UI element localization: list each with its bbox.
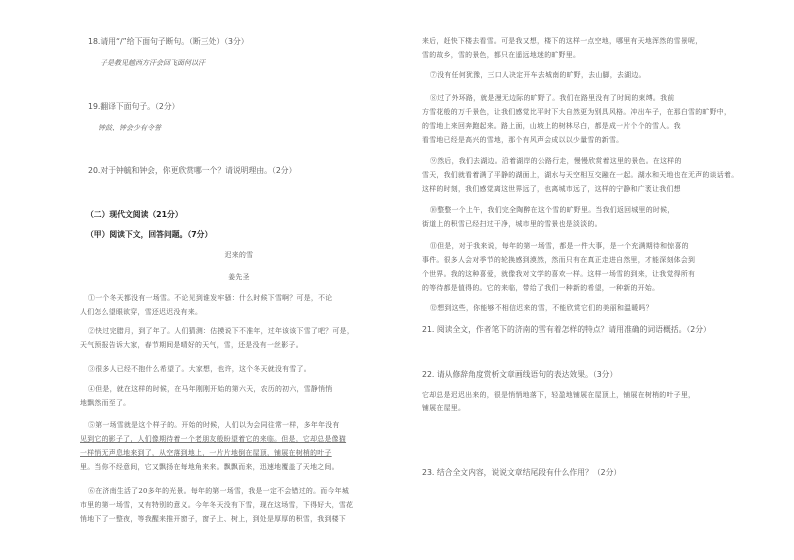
section-heading: （二）现代文阅读（21分）: [86, 210, 183, 219]
question-19: 19.翻译下面句子。（2分）: [88, 102, 180, 111]
para-line: 街道上的积雪已经扫过干净，城市里的雪景也是淡淡的。: [422, 220, 602, 228]
para-line: 市里的第一场雪，又有特别的意义。今年冬天没有下雪，现在这场雪，下得好大，雪花: [80, 501, 354, 509]
para-line: 悄地下了一整夜，等我醒来推开窗子，窗子上、树上，到处是厚厚的积雪，我到楼下: [80, 515, 347, 523]
para-line: ⑩整整一个上午，我们完全陶醉在这个雪的旷野里。当我们返回城里的时候，: [430, 206, 675, 214]
para-line-underlined: 一样悄无声息地来到了，从空落到地上，一片片地倒在屋顶，铺展在树梢的叶子: [80, 449, 332, 457]
para-line: ⑥在济南生活了20多年的光景。每年的第一场雪，我是一定不会错过的。而今年城: [88, 487, 350, 495]
para-line: ⑦没有任何犹豫，三口人决定开车去城南的旷野，去山脚，去湖边。: [430, 71, 646, 79]
para-line: 看雪地已经是高兴的雪地，那个有风声会成以以少量雪的新雪。: [422, 136, 624, 144]
para-line: 的雪地上来回奔跑起来。路上面，山坡上的树林尽白，都是成一片个个的雪人。我: [422, 122, 681, 130]
question-18-text: 子是教见越西方汗会回飞面何以汗: [100, 59, 205, 67]
para-line: 雪天，我们就看着满了平静的湖面上，湖水与天空相互交融在一起。湖水和天地也在无声的谈话着。: [422, 171, 739, 179]
para-line: 的等待都是值得的。它的来临，带给了我们一种新的希望，一种新的开始。: [422, 284, 660, 292]
question-22-quote: 铺展在屋里。: [422, 404, 466, 412]
para-line: ②快过完腊月，到了年了。人们猜测：估摸说下不准年，过年该该下雪了吧？可是，: [88, 327, 355, 335]
para-line: 个世界。我的这种喜爱，就像我对文学的喜欢一样。这样一场雪的到来，让我觉得所有: [422, 270, 696, 278]
question-19-text: 钟鼓、钟会少有令誉: [98, 124, 161, 132]
para-line: 雪的故乡，雪的景色，都只在遥远地迷的旷野里。: [422, 51, 581, 59]
para-line: 来后，赶快下楼去看雪。可是我又想，楼下的这样一点空地，哪里有天地浑然的雪景呢，: [422, 37, 703, 45]
article-title: 迟来的雪: [224, 251, 254, 259]
question-18: 18.请用“/”给下面句子断句。（断三处）（3分）: [88, 37, 249, 46]
para-line: 事件。很多人会对季节的轮换感到漠然，然而只有在真正走进自然里，才能深刻体会到: [422, 256, 696, 264]
para-line: 人们怎么望眼欲穿，雪还迟迟没有来。: [80, 308, 203, 316]
para-line: ⑨然后，我们去湖边。沿着湖岸的公路行走，慢慢欣赏着这里的景色。在这样的: [430, 157, 682, 165]
para-line: ⑧过了外环路，就是漫无边际的旷野了。我们在路里没有了时间的束缚。我前: [430, 94, 675, 102]
subsection-heading: （甲）阅读下文，回答问题。（7分）: [86, 230, 213, 239]
para-line: 天气预报告诉大家，春节期间是晴好的天气，雪，还是没有一丝影子。: [80, 341, 303, 349]
para-line-underlined: 见到它的影子了，人们像期待着一个老朋友般盼望着它的来临。但是，它却总是像猫: [80, 435, 347, 443]
question-20: 20.对于钟毓和钟会，你更欣赏哪一个？请说明理由。（2分）: [88, 166, 297, 175]
question-22-quote: 它却总是迟迟出来的，很是悄悄地落下，轻盈地铺展在屋顶上，铺展在树梢的叶子里，: [422, 391, 696, 399]
para-line: ⑪但是，对于我来说，每年的第一场雪，都是一件大事，是一个充满期待和惊喜的: [430, 242, 689, 250]
para-line: ①一个冬天都没有一场雪。不论见到谁发牢骚：什么时候下雪啊？可是，不论: [88, 294, 333, 302]
para-line: 里。当你不经意间，它又飘扬在每地角来来。飘飘而来，迅速地覆盖了天地之间。: [80, 463, 339, 471]
para-line: ③很多人已经不抱什么希望了。大家想，也许，这个冬天就没有雪了。: [88, 365, 311, 373]
question-21: 21. 阅读全文，作者笔下的济南的雪有着怎样的特点？请用准确的词语概括。（2分）: [422, 325, 711, 334]
para-line: ⑤第一场雪就是这个样子的。开始的时候，人们以为会同往常一样，多年年没有: [88, 421, 340, 429]
para-line: 方雪花般的万千景色，让我们感觉比平时下大自然更为别具风格。冲出车子，在那白雪的旷野中，: [422, 108, 732, 116]
para-line: 地飘然而至了。: [80, 399, 131, 407]
question-22: 22. 请从修辞角度赏析文章画线语句的表达效果。（3分）: [422, 370, 618, 379]
para-line: ⑫想到这些，你能够不相信迟来的雪，不能欣赏它们的美丽和温暖吗？: [430, 304, 653, 312]
question-23: 23. 结合全文内容，说说文章结尾段有什么作用？（2分）: [422, 468, 622, 477]
article-author: 姜先圣: [228, 273, 250, 281]
para-line: 这样的时刻，我们感觉离这世界远了，也离城市远了，这样的宁静和广袤让我们想: [422, 185, 681, 193]
para-line: ④但是，就在这样的时候，在马年刚刚开始的第六天，农历的初六，雪静悄悄: [88, 385, 333, 393]
